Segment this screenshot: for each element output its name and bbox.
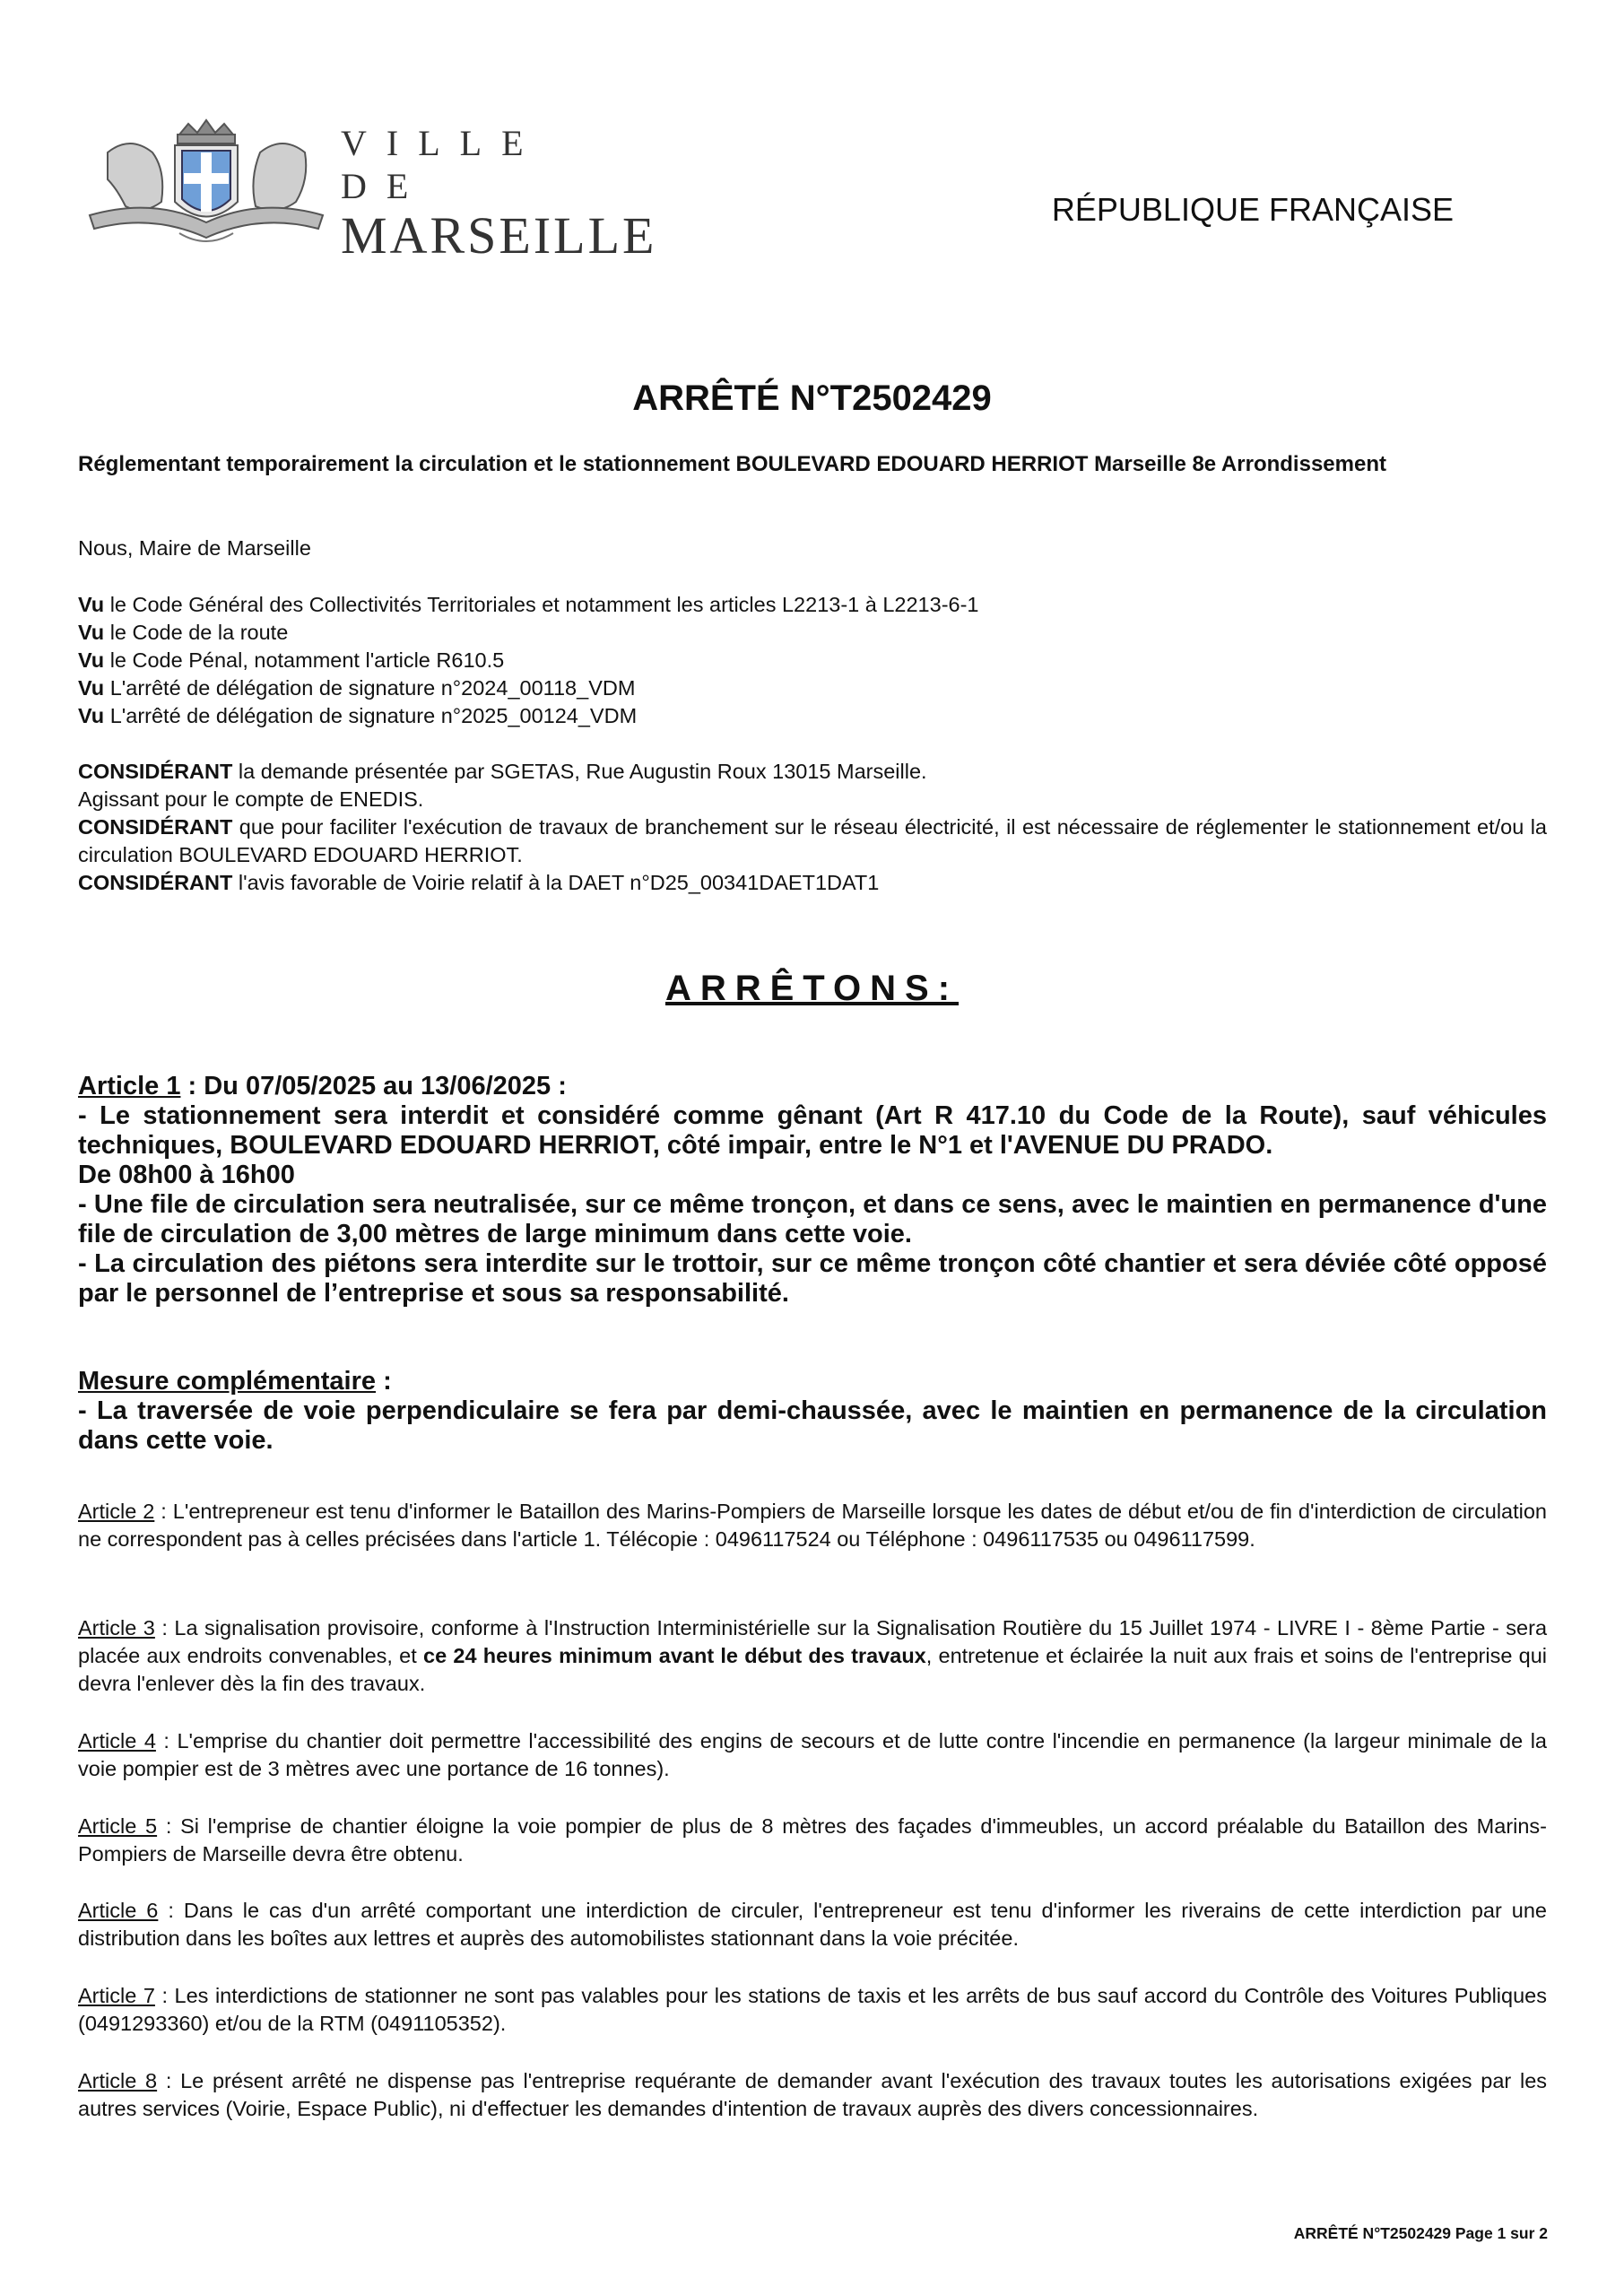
logo-line-ville-de: VILLE DE — [341, 123, 543, 206]
considerant-2: CONSIDÉRANT que pour faciliter l'exécution de travaux de branchement sur le réseau électricité, il est nécessaire de réglementer le stationnement et/ou la circulation BOULEVARD EDOUARD HERRIOT. — [78, 815, 1547, 866]
logo-wordmark — [341, 122, 656, 264]
article-5: Article 5 : Si l'emprise de chantier éloigne la voie pompier de plus de 8 mètres des façades d'immeubles, un accord préalable du Bataillon des Marins-Pompiers de Marseille devra être obtenu. — [78, 1814, 1548, 1866]
subject-line: Réglementant temporairement la circulation et le stationnement BOULEVARD EDOUARD HERRIOT Marseille 8e Arrondissement — [78, 452, 1386, 476]
article-1 — [78, 1072, 1547, 1309]
article-1-line-1: - Le stationnement sera interdit et considéré comme gênant (Art R 417.10 du Code de la Route), sauf véhicules techniques, BOULEVARD EDOUARD HERRIOT, côté impair, entre le N°1 et l'AVENUE DU PRADO. — [78, 1101, 1547, 1160]
arretons-heading: ARRÊTONS: — [664, 969, 960, 1008]
article-1-heading: Article 1 : Du 07/05/2025 au 13/06/2025 : — [78, 1072, 567, 1100]
article-1-line-3: - La circulation des piétons sera interdite sur le trottoir, sur ce même tronçon côté chantier et sera déviée côté opposé par le personnel de l’entreprise et sous sa responsabilité. — [78, 1249, 1547, 1308]
article-6: Article 6 : Dans le cas d'un arrêté comportant une interdiction de circuler, l'entrepreneur est tenu d'informer les riverains de cette interdiction par une distribution dans les boîtes aux lettres et auprès des automobilistes stationnant dans la voie précitée. — [78, 1899, 1547, 1950]
considerant-block — [78, 758, 1547, 897]
mesure-heading: Mesure complémentaire : — [78, 1367, 392, 1396]
considerant-3: CONSIDÉRANT l'avis favorable de Voirie relatif à la DAET n°D25_00341DAET1DAT1 — [78, 871, 880, 894]
vu-item: Vu le Code Général des Collectivités Territoriales et notamment les articles L2213-1 à L2213-6-1 — [78, 593, 979, 616]
considerant-1: CONSIDÉRANT la demande présentée par SGETAS, Rue Augustin Roux 13015 Marseille. — [78, 760, 927, 783]
logo-line-marseille: MARSEILLE — [341, 206, 657, 265]
article-2: Article 2 : L'entrepreneur est tenu d'informer le Bataillon des Marins-Pompiers de Marseille lorsque les dates de début et/ou de fin d'interdiction de circulation ne correspondent pas à celles précisées dans l'article 1. Télécopie : 0496117524 ou Téléphone : 0496117535 ou 0496117599. — [78, 1500, 1547, 1551]
vu-item: Vu le Code de la route — [78, 621, 289, 644]
republique-francaise: RÉPUBLIQUE FRANÇAISE — [1051, 191, 1454, 228]
page-title: ARRÊTÉ N°T2502429 — [632, 378, 992, 418]
article-1-line-2: - Une file de circulation sera neutralisée, sur ce même tronçon, et dans ce sens, avec le maintien en permanence d'une file de circulation de 3,00 mètres de large minimum dans cette voie. — [78, 1190, 1547, 1248]
page-footer: ARRÊTÉ N°T2502429 Page 1 sur 2 — [1293, 2224, 1548, 2242]
vu-item: Vu L'arrêté de délégation de signature n°2025_00124_VDM — [78, 704, 638, 727]
article-7: Article 7 : Les interdictions de stationner ne sont pas valables pour les stations de taxis et les arrêts de bus sauf accord du Contrôle des Voitures Publiques (0491293360) et/ou de la RTM (0491105352). — [78, 1984, 1547, 2035]
coat-of-arms-icon — [81, 117, 332, 251]
nous-text: Nous, Maire de Marseille — [78, 536, 311, 560]
article-4: Article 4 : L'emprise du chantier doit permettre l'accessibilité des engins de secours et de lutte contre l'incendie en permanence (la largeur minimale de la voie pompier est de 3 mètres avec une portance de 16 tonnes). — [78, 1729, 1547, 1780]
mesure-text: - La traversée de voie perpendiculaire se fera par demi-chaussée, avec le maintien en permanence de la circulation dans cette voie. — [78, 1396, 1547, 1455]
article-3: Article 3 : La signalisation provisoire, conforme à l'Instruction Interministérielle sur la Signalisation Routière du 15 Juillet 1974 - LIVRE I - 8ème Partie - sera placée aux endroits convenables, et ce 24 heures minimum avant le début des travaux, entretenue et éclairée la nuit aux frais et soins de l'entreprise qui devra l'enlever dès la fin des travaux. — [78, 1616, 1548, 1695]
mesure-complementaire — [78, 1367, 1547, 1456]
vu-item: Vu le Code Pénal, notamment l'article R610.5 — [78, 648, 505, 672]
vu-item: Vu L'arrêté de délégation de signature n°2024_00118_VDM — [78, 676, 636, 700]
article-1-hours: De 08h00 à 16h00 — [78, 1161, 295, 1189]
agissant-line: Agissant pour le compte de ENEDIS. — [78, 787, 424, 811]
city-logo — [81, 117, 657, 265]
article-8: Article 8 : Le présent arrêté ne dispense pas l'entreprise requérante de demander avant l'exécution des travaux toutes les autorisations exigées par les autres services (Voirie, Espace Public), ni d'effectuer les demandes d'intention de travaux auprès des divers concessionnaires. — [78, 2069, 1548, 2120]
nous-line — [78, 535, 1547, 562]
vu-list — [78, 591, 1547, 730]
